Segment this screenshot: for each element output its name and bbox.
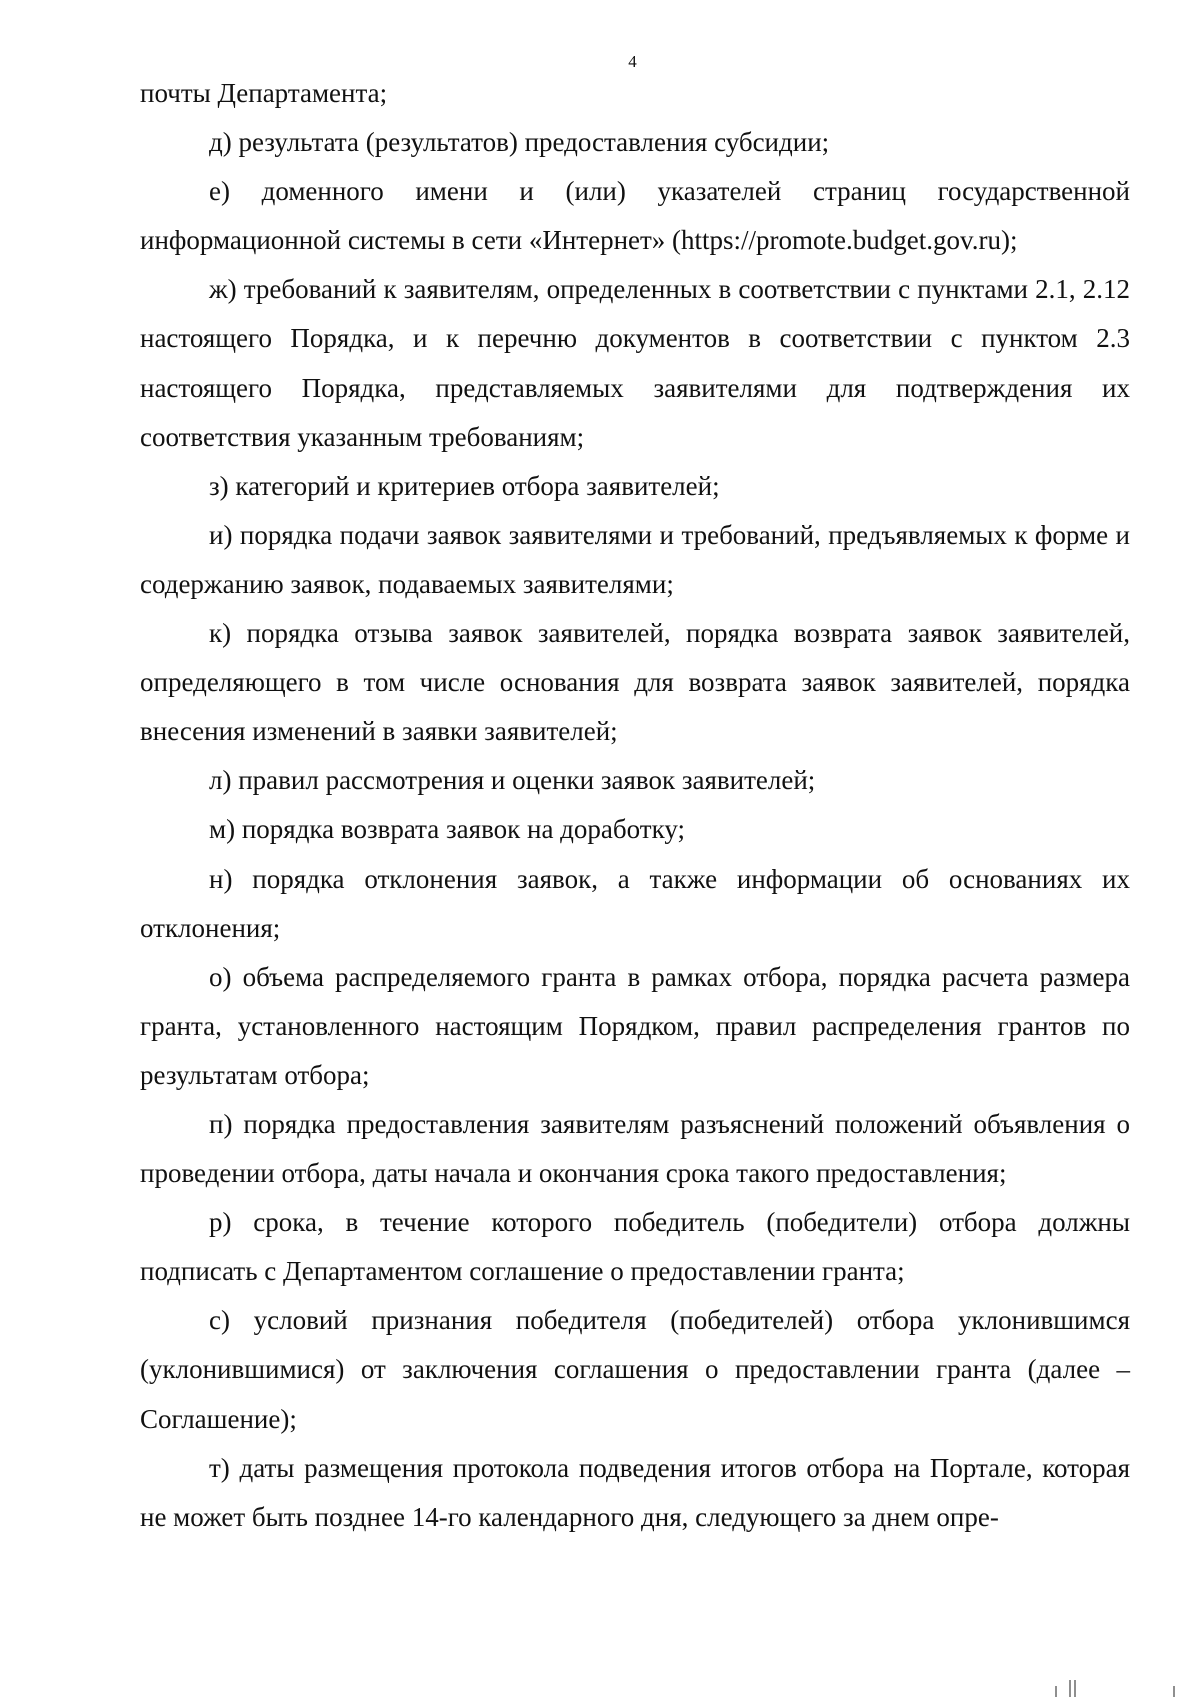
list-item-zh: ж) требований к заявителям, определенных в соответствии с пунктами 2.1, 2.12 настоящего Порядка, и к перечню документов в соответствии с пунктом 2.3 настоящего Порядка, представляемых заявителями для подтверждения их соответствия указанным требованиям; [140,274,1130,452]
page-number: 4 [628,52,637,71]
list-item-k: к) порядка отзыва заявок заявителей, порядка возврата заявок заявителей, определяющего в том числе основания для возврата заявок заявителей, порядка внесения изменений в заявки заявителей; [140,618,1130,747]
list-item-z: з) категорий и критериев отбора заявителей; [209,470,720,501]
list-item-e: е) доменного имени и (или) указателей страниц государственной информационной системы в сети «Интернет» (https://promote.budget.gov.ru); [140,176,1130,256]
list-item-d: д) результата (результатов) предоставления субсидии; [209,127,830,158]
list-item-i: и) порядка подачи заявок заявителями и требований, предъявляемых к форме и содержанию заявок, подаваемых заявителями; [140,519,1130,599]
list-item-m: м) порядка возврата заявок на доработку; [209,814,685,845]
list-item-l: л) правил рассмотрения и оценки заявок заявителей; [209,765,816,796]
list-item-s: с) условий признания победителя (победителей) отбора уклонившимся (уклонившимися) от заключения соглашения о предоставлении гранта (далее – Соглашение); [140,1305,1130,1434]
list-item-n: н) порядка отклонения заявок, а также информации об основаниях их отклонения; [140,863,1130,943]
list-item-t: т) даты размещения протокола подведения итогов отбора на Портале, которая не может быть позднее 14-го календарного дня, следующего за днем опре- [140,1452,1130,1532]
paragraph-continuation: почты Департамента; [140,78,388,108]
list-item-o: о) объема распределяемого гранта в рамках отбора, порядка расчета размера гранта, установленного настоящим Порядком, правил распределения грантов по результатам отбора; [140,961,1130,1090]
document-body [140,69,1130,1542]
list-item-r: р) срока, в течение которого победитель (победители) отбора должны подписать с Департаментом соглашение о предоставлении гранта; [140,1207,1130,1287]
scan-artifact-marks [1050,1672,1180,1697]
list-item-p: п) порядка предоставления заявителям разъяснений положений объявления о проведении отбора, даты начала и окончания срока такого предоставления; [140,1108,1130,1189]
